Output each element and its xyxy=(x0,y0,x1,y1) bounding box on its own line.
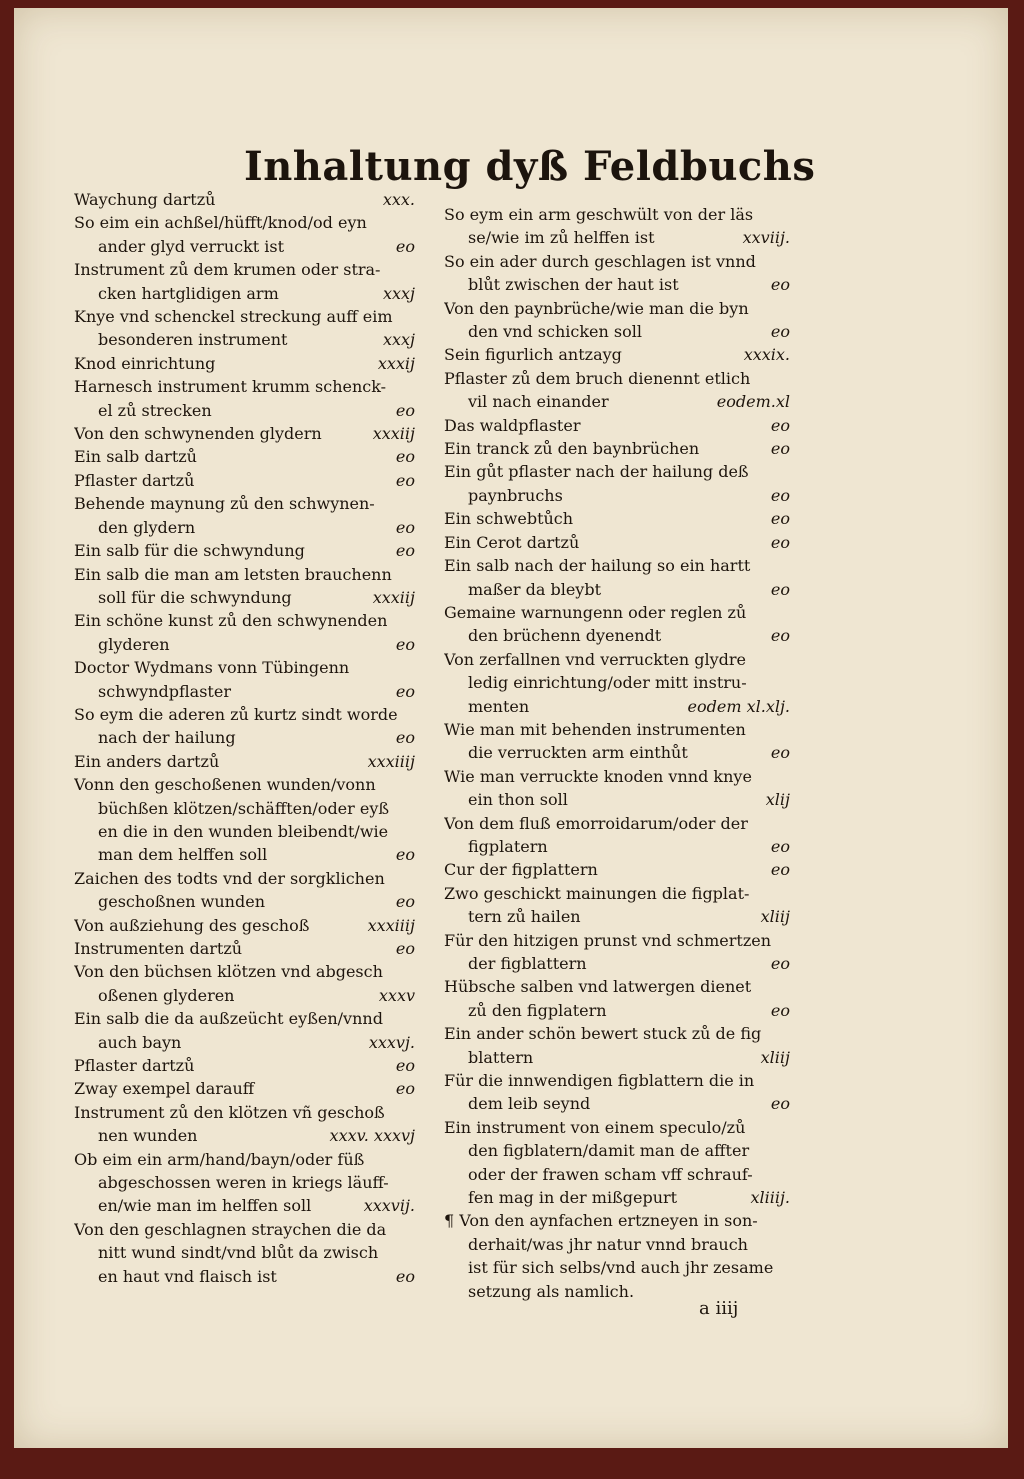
toc-folio-ref: eo xyxy=(395,1079,415,1099)
toc-entry-line: se/wie im zů helffen ist xyxy=(468,228,655,248)
toc-entry xyxy=(74,960,419,1007)
toc-entry-line: nach der hailung xyxy=(98,728,236,748)
toc-entry xyxy=(74,609,419,656)
toc-entry xyxy=(444,437,794,460)
toc-entry-line: figplatern xyxy=(468,836,548,856)
toc-entry-line: en haut vnd flaisch ist xyxy=(98,1266,277,1286)
toc-folio-ref: xliiij. xyxy=(750,1188,790,1208)
toc-entry xyxy=(74,469,419,492)
toc-folio-ref: xxxiij xyxy=(372,587,415,607)
toc-folio-ref: eo xyxy=(395,447,415,467)
toc-entry-line: Ein salb nach der hailung so ein hartt xyxy=(444,556,751,576)
toc-folio-ref: eo xyxy=(770,509,790,529)
toc-entry-line: fen mag in der mißgepurt xyxy=(468,1188,678,1208)
left-column xyxy=(74,188,419,1288)
toc-folio-ref: eo xyxy=(395,939,415,958)
toc-entry-line: Gemaine warnungenn oder reglen zů xyxy=(444,602,747,622)
toc-folio-ref: xxxiij xyxy=(372,424,415,444)
toc-folio-ref: eo xyxy=(770,1094,790,1114)
toc-folio-ref: eo xyxy=(770,322,790,342)
toc-entry-line: Von den büchsen klötzen vnd abgesch xyxy=(74,962,383,982)
toc-entry-line: ander glyd verruckt ist xyxy=(98,236,285,256)
toc-folio-ref: eo xyxy=(770,836,790,856)
toc-entry-line: Knye vnd schenckel streckung auff eim xyxy=(74,307,393,327)
toc-entry xyxy=(74,563,419,610)
toc-entry-line: Zway exempel darauff xyxy=(74,1079,255,1099)
toc-entry xyxy=(74,188,419,211)
toc-entry-line: blattern xyxy=(468,1047,534,1067)
toc-entry-line: vil nach einander xyxy=(468,392,609,412)
toc-entry xyxy=(444,297,794,344)
toc-entry-line: ist für sich selbs/vnd auch jhr zesame xyxy=(468,1258,774,1278)
toc-entry-line: auch bayn xyxy=(98,1032,182,1052)
right-column xyxy=(444,203,794,1303)
toc-folio-ref: eo xyxy=(395,541,415,561)
toc-entry-line: Ein salb dartzů xyxy=(74,447,197,467)
page-title: Inhaltung dyß Feldbuchs xyxy=(244,143,816,190)
toc-entry-line: Das waldpflaster xyxy=(444,415,581,435)
toc-entry xyxy=(444,554,794,601)
toc-entry-line: besonderen instrument xyxy=(98,330,288,350)
toc-entry-line: Behende maynung zů den schwynen- xyxy=(74,494,375,514)
toc-entry-line: maßer da bleybt xyxy=(468,579,602,599)
toc-entry-line: dem leib seynd xyxy=(468,1094,591,1114)
toc-entry-line: en/wie man im helffen soll xyxy=(98,1196,312,1216)
toc-entry xyxy=(74,656,419,703)
toc-folio-ref: xxxij xyxy=(377,353,415,373)
toc-folio-ref: eo xyxy=(770,743,790,763)
toc-entry-line: So ein ader durch geschlagen ist vnnd xyxy=(444,251,756,271)
toc-entry-line: Ein Cerot dartzů xyxy=(444,532,580,552)
toc-folio-ref: eo xyxy=(395,236,415,256)
toc-entry xyxy=(444,367,794,414)
toc-folio-ref: eodem xl.xlj. xyxy=(687,696,790,716)
toc-entry xyxy=(444,882,794,929)
toc-entry-line: Knod einrichtung xyxy=(74,353,216,373)
book-page xyxy=(14,8,1008,1448)
toc-entry-line: Wie man verruckte knoden vnnd knye xyxy=(444,766,752,786)
toc-folio-ref: eo xyxy=(770,532,790,552)
toc-entry xyxy=(444,858,794,881)
toc-folio-ref: eodem.xl xyxy=(716,392,790,412)
toc-folio-ref: xliij xyxy=(760,1047,790,1067)
toc-entry-line: el zů strecken xyxy=(98,400,212,420)
toc-entry-line: So eym die aderen zů kurtz sindt worde xyxy=(74,704,398,724)
toc-entry-line: setzung als namlich. xyxy=(468,1281,635,1301)
toc-entry xyxy=(74,1007,419,1054)
toc-entry xyxy=(444,460,794,507)
toc-entry-line: oßenen glyderen xyxy=(98,985,235,1005)
toc-entry-line: zů den figplatern xyxy=(468,1000,607,1020)
toc-entry xyxy=(74,1077,419,1100)
toc-folio-ref: xxxvij. xyxy=(363,1196,415,1216)
toc-entry xyxy=(444,507,794,530)
toc-entry xyxy=(74,867,419,914)
toc-entry-line: Von außziehung des geschoß xyxy=(74,915,310,935)
toc-entry-line: den figblatern/damit man de affter xyxy=(468,1141,750,1161)
toc-entry xyxy=(74,258,419,305)
toc-entry xyxy=(444,1022,794,1069)
toc-entry xyxy=(74,937,419,960)
toc-folio-ref: xxxv xyxy=(378,985,415,1005)
toc-entry xyxy=(444,414,794,437)
toc-entry-line: soll für die schwyndung xyxy=(98,587,292,607)
toc-entry xyxy=(74,1054,419,1077)
toc-folio-ref: eo xyxy=(770,954,790,973)
toc-entry-line: glyderen xyxy=(98,634,170,654)
toc-entry-line: Für den hitzigen prunst vnd schmertzen xyxy=(444,930,772,950)
toc-entry-line: paynbruchs xyxy=(468,485,563,505)
toc-folio-ref: eo xyxy=(395,1056,415,1076)
toc-folio-ref: xxx. xyxy=(382,190,415,209)
toc-folio-ref: eo xyxy=(395,634,415,654)
toc-entry-line: die verruckten arm einthůt xyxy=(468,743,688,763)
toc-entry xyxy=(444,718,794,765)
toc-entry xyxy=(74,750,419,773)
toc-entry-line: Hübsche salben vnd latwergen dienet xyxy=(444,977,752,997)
toc-folio-ref: eo xyxy=(770,1000,790,1020)
toc-entry-line: Wie man mit behenden instrumenten xyxy=(444,719,746,739)
toc-entry-line: büchßen klötzen/schäfften/oder eyß xyxy=(98,798,390,818)
toc-entry-line: der figblattern xyxy=(468,954,587,973)
toc-entry-line: cken hartglidigen arm xyxy=(98,283,279,303)
toc-entry-line: abgeschossen weren in kriegs läuff- xyxy=(98,1173,389,1193)
toc-entry-line: Ein schöne kunst zů den schwynenden xyxy=(74,611,388,631)
toc-entry-line: Cur der figplattern xyxy=(444,860,598,880)
toc-folio-ref: xxxv. xxxvj xyxy=(329,1126,415,1146)
toc-folio-ref: eo xyxy=(395,681,415,701)
toc-entry xyxy=(444,601,794,648)
toc-folio-ref: eo xyxy=(395,517,415,537)
toc-entry-line: ¶ Von den aynfachen ertzneyen in son- xyxy=(444,1211,758,1231)
toc-entry xyxy=(444,648,794,718)
toc-entry xyxy=(74,492,419,539)
toc-entry-line: oder der frawen scham vff schrauf- xyxy=(468,1164,753,1184)
toc-entry-line: Pflaster dartzů xyxy=(74,470,195,490)
toc-entry xyxy=(444,1069,794,1116)
toc-entry xyxy=(444,250,794,297)
toc-folio-ref: eo xyxy=(395,1266,415,1286)
toc-folio-ref: eo xyxy=(770,485,790,505)
toc-folio-ref: xxxiiij xyxy=(367,751,415,771)
toc-folio-ref: eo xyxy=(770,860,790,880)
toc-entry-line: Instrument zů den klötzen vñ geschoß xyxy=(74,1102,385,1122)
toc-entry-line: tern zů hailen xyxy=(468,907,581,927)
toc-entry-line: Für die innwendigen figblattern die in xyxy=(444,1071,755,1091)
toc-entry-line: Ein ander schön bewert stuck zů de fig xyxy=(444,1024,762,1044)
toc-entry-line: blůt zwischen der haut ist xyxy=(468,275,679,295)
toc-entry xyxy=(444,203,794,250)
toc-entry xyxy=(444,929,794,976)
toc-entry-line: Sein figurlich antzayg xyxy=(444,345,622,365)
toc-entry-line: Ein anders dartzů xyxy=(74,751,220,771)
toc-entry-line: menten xyxy=(468,696,530,716)
toc-entry-line: Zwo geschickt mainungen die figplat- xyxy=(444,883,750,903)
toc-entry xyxy=(74,539,419,562)
toc-folio-ref: eo xyxy=(770,439,790,459)
toc-entry-line: den brüchenn dyenendt xyxy=(468,626,662,646)
toc-folio-ref: eo xyxy=(770,275,790,295)
toc-entry-line: schwyndpflaster xyxy=(98,681,231,701)
toc-entry-line: Ein gůt pflaster nach der hailung deß xyxy=(444,462,749,482)
toc-entry xyxy=(74,445,419,468)
toc-folio-ref: xxxj xyxy=(382,283,415,303)
toc-entry xyxy=(74,914,419,937)
toc-entry-line: man dem helffen soll xyxy=(98,845,268,865)
toc-entry xyxy=(74,703,419,750)
toc-entry-line: Doctor Wydmans vonn Tübingenn xyxy=(74,658,350,678)
toc-folio-ref: xliij xyxy=(760,907,790,927)
toc-entry xyxy=(74,211,419,258)
toc-entry-line: Ein schwebtůch xyxy=(444,509,574,529)
signature-mark: a iiij xyxy=(699,1298,739,1319)
toc-entry-line: geschoßnen wunden xyxy=(98,892,265,912)
toc-entry-line: Ob eim ein arm/hand/bayn/oder füß xyxy=(74,1149,365,1169)
toc-folio-ref: eo xyxy=(395,845,415,865)
toc-entry-line: Von dem fluß emorroidarum/oder der xyxy=(444,813,748,833)
toc-entry xyxy=(444,343,794,366)
toc-entry-line: Ein salb die da außzeücht eyßen/vnnd xyxy=(74,1009,383,1029)
toc-entry xyxy=(74,1101,419,1148)
toc-folio-ref: eo xyxy=(395,400,415,420)
toc-folio-ref: xlij xyxy=(765,790,790,810)
toc-folio-ref: eo xyxy=(770,579,790,599)
toc-entry xyxy=(74,1218,419,1288)
toc-folio-ref: eo xyxy=(395,892,415,912)
toc-folio-ref: xxxj xyxy=(382,330,415,350)
toc-entry-line: Ein salb die man am letsten brauchenn xyxy=(74,564,392,584)
toc-entry-line: derhait/was jhr natur vnnd brauch xyxy=(468,1234,748,1254)
toc-folio-ref: eo xyxy=(770,626,790,646)
toc-entry-line: den vnd schicken soll xyxy=(468,322,642,342)
toc-folio-ref: xxxix. xyxy=(743,345,790,365)
toc-entry xyxy=(444,812,794,859)
toc-entry xyxy=(74,375,419,422)
toc-entry xyxy=(444,1116,794,1210)
toc-entry xyxy=(74,1148,419,1218)
toc-entry-line: Pflaster zů dem bruch dienennt etlich xyxy=(444,368,751,388)
toc-entry-line: Von den schwynenden glydern xyxy=(74,424,322,444)
toc-entry xyxy=(444,1209,794,1303)
toc-entry-line: nitt wund sindt/vnd blůt da zwisch xyxy=(98,1243,379,1263)
toc-entry-line: Von den paynbrüche/wie man die byn xyxy=(444,298,749,318)
toc-entry-line: Instrumenten dartzů xyxy=(74,939,243,958)
toc-entry-line: So eim ein achßel/hüfft/knod/od eyn xyxy=(74,213,367,233)
toc-entry xyxy=(74,305,419,352)
toc-entry xyxy=(444,975,794,1022)
toc-folio-ref: xxviij. xyxy=(742,228,790,248)
toc-folio-ref: xxxvj. xyxy=(368,1032,415,1052)
toc-entry-line: Harnesch instrument krumm schenck- xyxy=(74,377,387,397)
toc-entry xyxy=(444,531,794,554)
toc-entry-line: Zaichen des todts vnd der sorgklichen xyxy=(74,868,385,888)
toc-folio-ref: eo xyxy=(770,415,790,435)
toc-entry-line: ein thon soll xyxy=(468,790,568,810)
toc-entry-line: den glydern xyxy=(98,517,196,537)
toc-entry-line: Ein tranck zů den baynbrüchen xyxy=(444,439,700,459)
toc-entry-line: Von den geschlagnen straychen die da xyxy=(74,1219,387,1239)
toc-entry-line: Von zerfallnen vnd verruckten glydre xyxy=(444,649,746,669)
toc-entry-line: nen wunden xyxy=(98,1126,198,1146)
toc-entry xyxy=(444,765,794,812)
toc-folio-ref: eo xyxy=(395,470,415,490)
toc-entry-line: Ein salb für die schwyndung xyxy=(74,541,305,561)
toc-entry xyxy=(74,422,419,445)
toc-entry-line: Pflaster dartzů xyxy=(74,1056,195,1076)
toc-entry-line: Ein instrument von einem speculo/zů xyxy=(444,1117,746,1137)
toc-entry-line: en die in den wunden bleibendt/wie xyxy=(98,821,389,841)
toc-entry-line: Waychung dartzů xyxy=(74,190,216,209)
toc-folio-ref: xxxiiij xyxy=(367,915,415,935)
toc-folio-ref: eo xyxy=(395,728,415,748)
toc-entry-line: ledig einrichtung/oder mitt instru- xyxy=(468,673,747,693)
toc-entry-line: So eym ein arm geschwült von der läs xyxy=(444,205,754,224)
toc-entry-line: Vonn den geschoßenen wunden/vonn xyxy=(74,775,376,795)
toc-entry xyxy=(74,773,419,867)
toc-entry xyxy=(74,352,419,375)
toc-entry-line: Instrument zů dem krumen oder stra- xyxy=(74,260,381,280)
